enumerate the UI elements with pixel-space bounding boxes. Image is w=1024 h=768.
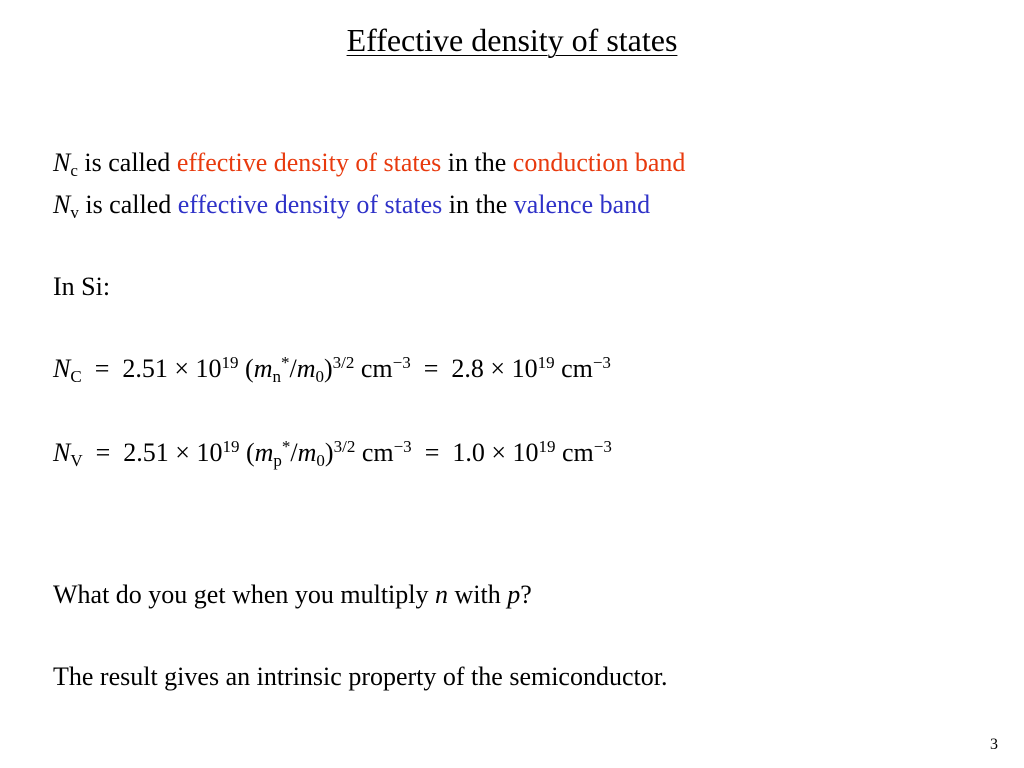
slide-title: Effective density of states: [346, 22, 678, 58]
question-text: with: [448, 580, 508, 609]
definition-nc: [53, 146, 685, 180]
unit: cm: [555, 438, 594, 467]
definition-text: is called: [78, 190, 178, 219]
mass-symbol: m: [253, 354, 273, 383]
symbol-n: N: [53, 148, 71, 177]
subscript-c: c: [70, 161, 78, 180]
term-conduction-band: conduction band: [512, 148, 686, 177]
equation-part: (: [239, 438, 255, 467]
mass-symbol: m: [254, 438, 274, 467]
unit: cm: [355, 438, 394, 467]
equation-part: = 2.8 × 10: [410, 354, 538, 383]
free-mass-symbol: m: [296, 354, 316, 383]
unit-exponent: −3: [393, 437, 412, 456]
symbol-n: N: [53, 354, 71, 383]
term-effective-density: effective density of states: [176, 148, 442, 177]
definition-text: in the: [441, 148, 513, 177]
definition-nv: [53, 188, 650, 222]
mass-superscript: *: [280, 353, 290, 372]
subscript-v: v: [70, 203, 79, 222]
mass-subscript: p: [273, 451, 282, 470]
variable-n: n: [435, 580, 449, 609]
conclusion-line: The result gives an intrinsic property of the semiconductor.: [53, 662, 668, 691]
page-number: 3: [990, 736, 998, 753]
subscript-c: C: [70, 367, 82, 386]
equation-nv: [53, 436, 612, 470]
equation-part: ): [324, 438, 334, 467]
equation-nc: [53, 352, 611, 386]
symbol-n: N: [53, 438, 71, 467]
unit: cm: [554, 354, 593, 383]
definition-text: in the: [442, 190, 514, 219]
equation-part: = 2.51 × 10: [81, 354, 222, 383]
variable-p: p: [507, 580, 521, 609]
equation-part: /: [289, 354, 297, 383]
equation-part: (: [238, 354, 254, 383]
exponent: 19: [537, 353, 555, 372]
equation-part: = 2.51 × 10: [82, 438, 223, 467]
unit-exponent: −3: [593, 437, 612, 456]
exponent: 19: [538, 437, 556, 456]
exponent: 19: [221, 353, 239, 372]
subscript-v: V: [70, 451, 83, 470]
definition-text: is called: [77, 148, 177, 177]
equation-part: ): [323, 354, 333, 383]
symbol-n: N: [53, 190, 71, 219]
term-valence-band: valence band: [513, 190, 651, 219]
power-exponent: 3/2: [332, 353, 355, 372]
unit-exponent: −3: [592, 353, 611, 372]
equation-part: /: [290, 438, 298, 467]
free-mass-subscript: 0: [316, 451, 325, 470]
mass-superscript: *: [281, 437, 291, 456]
free-mass-symbol: m: [297, 438, 317, 467]
free-mass-subscript: 0: [315, 367, 324, 386]
question-text: ?: [520, 580, 532, 609]
unit-exponent: −3: [392, 353, 411, 372]
term-effective-density: effective density of states: [177, 190, 443, 219]
material-heading: In Si:: [53, 272, 111, 301]
unit: cm: [354, 354, 393, 383]
exponent: 19: [222, 437, 240, 456]
equation-part: = 1.0 × 10: [411, 438, 539, 467]
question-line: [53, 578, 532, 612]
power-exponent: 3/2: [333, 437, 356, 456]
question-text: What do you get when you multiply: [53, 580, 436, 609]
mass-subscript: n: [272, 367, 281, 386]
